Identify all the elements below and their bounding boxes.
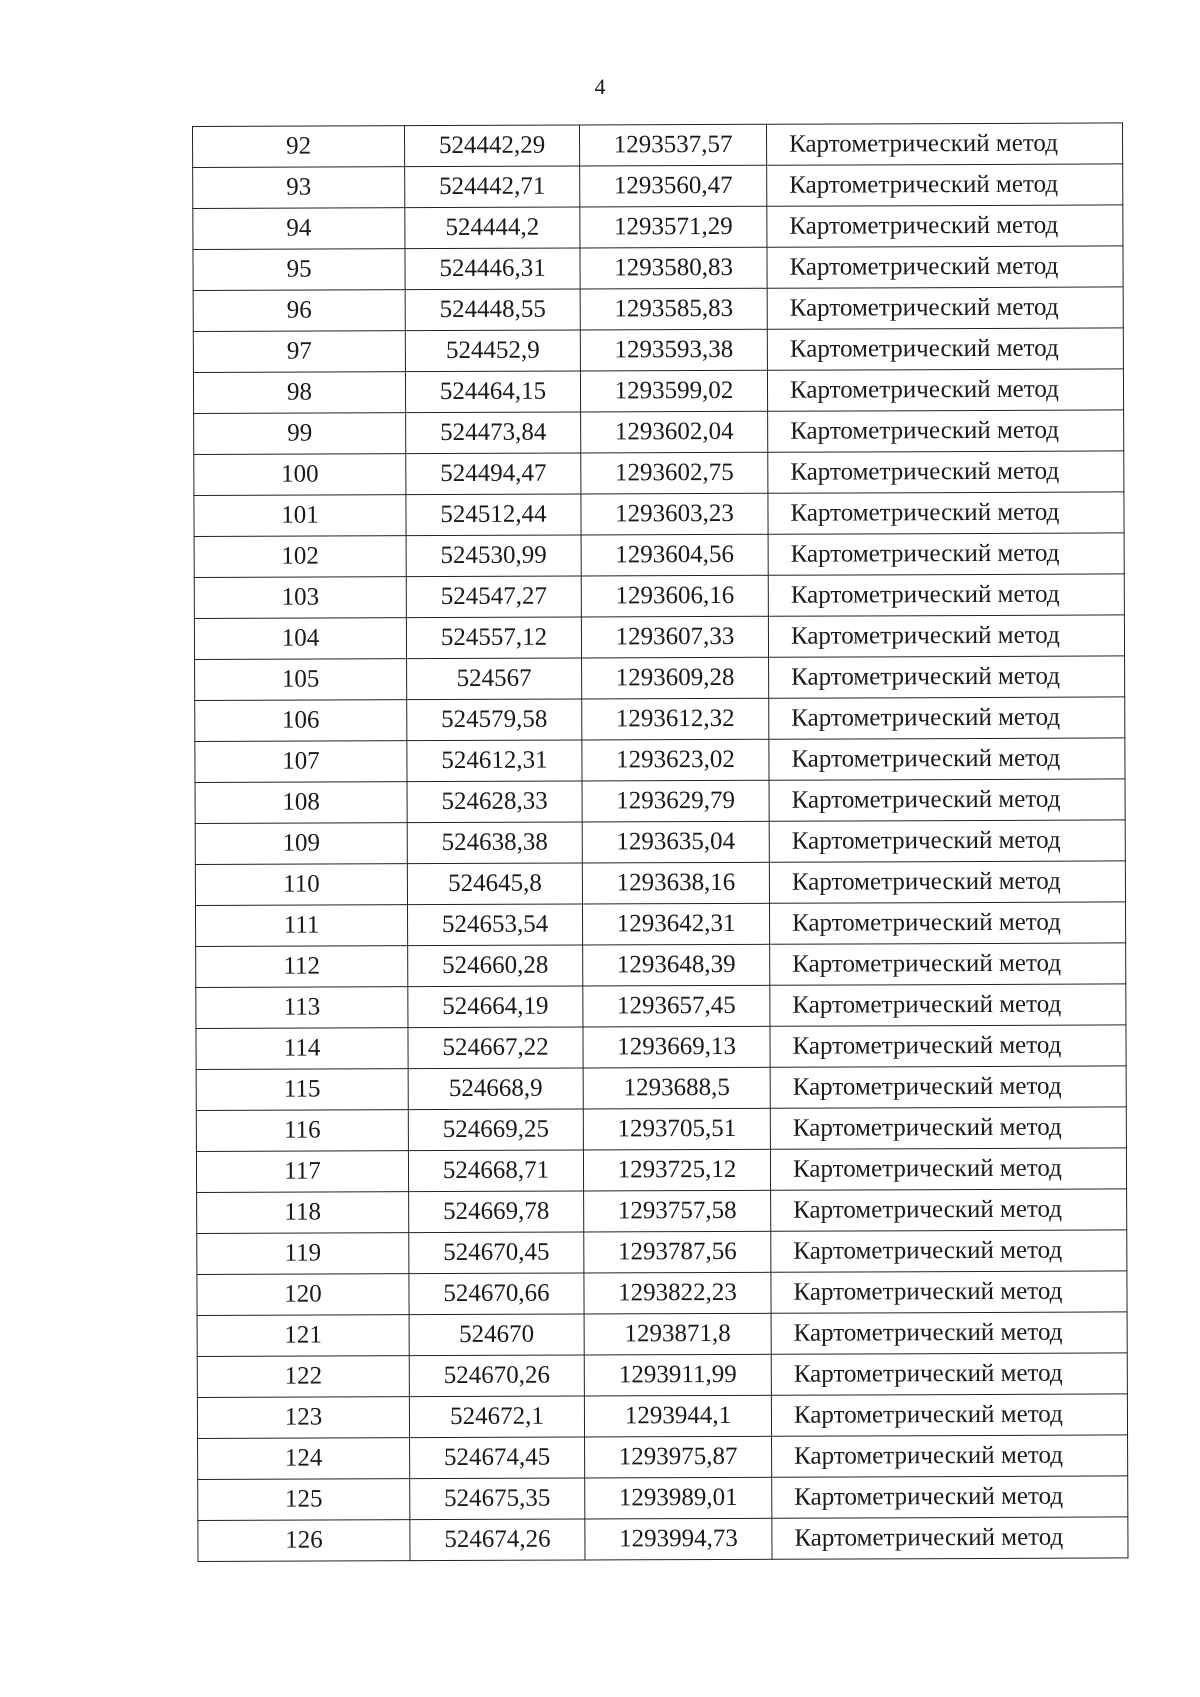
method-cell: Картометрический метод [770,943,1126,985]
x-coordinate-cell: 524670,26 [409,1355,584,1397]
table-row [196,1025,1126,1070]
table-row [193,164,1123,209]
y-coordinate-cell: 1293648,39 [583,944,770,986]
y-coordinate-cell: 1293725,12 [583,1149,770,1191]
x-coordinate-cell: 524672,1 [409,1396,584,1438]
method-cell: Картометрический метод [771,1312,1127,1354]
point-number-cell: 97 [193,331,405,373]
y-coordinate-cell: 1293537,57 [579,124,766,166]
x-coordinate-cell: 524674,26 [410,1519,585,1561]
x-coordinate-cell: 524645,8 [407,863,582,905]
method-cell: Картометрический метод [772,1476,1128,1518]
table-row [195,820,1125,865]
table-row [195,902,1125,947]
method-cell: Картометрический метод [770,1066,1126,1108]
x-coordinate-cell: 524670 [409,1314,584,1356]
method-cell: Картометрический метод [769,820,1125,862]
y-coordinate-cell: 1293911,99 [584,1354,771,1396]
y-coordinate-cell: 1293580,83 [580,247,767,289]
table-row [193,369,1123,414]
method-cell: Картометрический метод [770,1148,1126,1190]
y-coordinate-cell: 1293822,23 [584,1272,771,1314]
x-coordinate-cell: 524667,22 [408,1027,583,1069]
table-row [196,1066,1126,1111]
table-row [198,1476,1128,1521]
table-row [196,1107,1126,1152]
y-coordinate-cell: 1293599,02 [580,370,767,412]
point-number-cell: 115 [196,1069,408,1111]
method-cell: Картометрический метод [767,164,1123,206]
y-coordinate-cell: 1293757,58 [584,1190,771,1232]
y-coordinate-cell: 1293560,47 [580,165,767,207]
point-number-cell: 111 [195,905,407,947]
table-row [198,1435,1128,1480]
table-row [195,656,1125,701]
point-number-cell: 108 [195,782,407,824]
x-coordinate-cell: 524442,29 [405,125,580,167]
point-number-cell: 120 [197,1274,409,1316]
point-number-cell: 118 [197,1192,409,1234]
method-cell: Картометрический метод [771,1189,1127,1231]
method-cell: Картометрический метод [768,533,1124,575]
x-coordinate-cell: 524452,9 [405,330,580,372]
table-row [197,1312,1127,1357]
method-cell: Картометрический метод [770,1107,1126,1149]
y-coordinate-cell: 1293607,33 [581,616,768,658]
method-cell: Картометрический метод [768,615,1124,657]
table-row [197,1230,1127,1275]
y-coordinate-cell: 1293623,02 [582,739,769,781]
method-cell: Картометрический метод [772,1517,1128,1559]
point-number-cell: 105 [195,659,407,701]
table-row [195,697,1125,742]
table-row [193,328,1123,373]
point-number-cell: 125 [198,1479,410,1521]
x-coordinate-cell: 524473,84 [406,412,581,454]
y-coordinate-cell: 1293994,73 [585,1518,772,1560]
point-number-cell: 99 [194,413,406,455]
point-number-cell: 106 [195,700,407,742]
x-coordinate-cell: 524628,33 [407,781,582,823]
y-coordinate-cell: 1293871,8 [584,1313,771,1355]
method-cell: Картометрический метод [767,246,1123,288]
table-row [193,123,1123,168]
y-coordinate-cell: 1293609,28 [582,657,769,699]
table-row [195,861,1125,906]
table-row [193,246,1123,291]
y-coordinate-cell: 1293602,75 [581,452,768,494]
y-coordinate-cell: 1293602,04 [581,411,768,453]
x-coordinate-cell: 524444,2 [405,207,580,249]
y-coordinate-cell: 1293688,5 [583,1067,770,1109]
table-row [196,984,1126,1029]
table-row [197,1353,1127,1398]
page-number: 4 [594,74,606,99]
point-number-cell: 107 [195,741,407,783]
x-coordinate-cell: 524612,31 [407,740,582,782]
y-coordinate-cell: 1293669,13 [583,1026,770,1068]
method-cell: Картометрический метод [767,328,1123,370]
table-row [194,410,1124,455]
y-coordinate-cell: 1293603,23 [581,493,768,535]
x-coordinate-cell: 524512,44 [406,494,581,536]
table-row [197,1394,1127,1439]
y-coordinate-cell: 1293585,83 [580,288,767,330]
x-coordinate-cell: 524669,78 [409,1191,584,1233]
point-number-cell: 113 [196,987,408,1029]
y-coordinate-cell: 1293989,01 [585,1477,772,1519]
x-coordinate-cell: 524442,71 [405,166,580,208]
point-number-cell: 122 [197,1356,409,1398]
x-coordinate-cell: 524669,25 [408,1109,583,1151]
table-row [194,492,1124,537]
y-coordinate-cell: 1293657,45 [583,985,770,1027]
point-number-cell: 112 [196,946,408,988]
point-number-cell: 103 [194,577,406,619]
x-coordinate-cell: 524464,15 [405,371,580,413]
table-row [193,205,1123,250]
method-cell: Картометрический метод [770,984,1126,1026]
point-number-cell: 126 [198,1520,410,1562]
y-coordinate-cell: 1293604,56 [581,534,768,576]
point-number-cell: 123 [197,1397,409,1439]
x-coordinate-cell: 524494,47 [406,453,581,495]
table-row [196,1148,1126,1193]
x-coordinate-cell: 524448,55 [405,289,580,331]
x-coordinate-cell: 524567 [407,658,582,700]
point-number-cell: 109 [195,823,407,865]
x-coordinate-cell: 524557,12 [406,617,581,659]
point-number-cell: 96 [193,290,405,332]
method-cell: Картометрический метод [771,1394,1127,1436]
method-cell: Картометрический метод [768,574,1124,616]
method-cell: Картометрический метод [769,779,1125,821]
table-row [197,1271,1127,1316]
method-cell: Картометрический метод [766,123,1122,165]
x-coordinate-cell: 524547,27 [406,576,581,618]
y-coordinate-cell: 1293975,87 [585,1436,772,1478]
method-cell: Картометрический метод [769,738,1125,780]
x-coordinate-cell: 524653,54 [407,904,582,946]
point-number-cell: 104 [194,618,406,660]
point-number-cell: 101 [194,495,406,537]
table-row [198,1517,1128,1562]
point-number-cell: 117 [196,1151,408,1193]
table-row [195,779,1125,824]
method-cell: Картометрический метод [768,492,1124,534]
point-number-cell: 102 [194,536,406,578]
y-coordinate-cell: 1293635,04 [582,821,769,863]
y-coordinate-cell: 1293629,79 [582,780,769,822]
y-coordinate-cell: 1293705,51 [583,1108,770,1150]
y-coordinate-cell: 1293944,1 [584,1395,771,1437]
point-number-cell: 121 [197,1315,409,1357]
y-coordinate-cell: 1293642,31 [582,903,769,945]
point-number-cell: 124 [198,1438,410,1480]
method-cell: Картометрический метод [770,1025,1126,1067]
point-number-cell: 114 [196,1028,408,1070]
point-number-cell: 93 [193,167,405,209]
y-coordinate-cell: 1293606,16 [581,575,768,617]
method-cell: Картометрический метод [771,1353,1127,1395]
x-coordinate-cell: 524675,35 [410,1478,585,1520]
y-coordinate-cell: 1293787,56 [584,1231,771,1273]
point-number-cell: 95 [193,249,405,291]
point-number-cell: 110 [195,864,407,906]
x-coordinate-cell: 524670,45 [409,1232,584,1274]
x-coordinate-cell: 524668,9 [408,1068,583,1110]
y-coordinate-cell: 1293593,38 [580,329,767,371]
method-cell: Картометрический метод [769,656,1125,698]
x-coordinate-cell: 524638,38 [407,822,582,864]
table-row [194,533,1124,578]
method-cell: Картометрический метод [767,287,1123,329]
point-number-cell: 94 [193,208,405,250]
method-cell: Картометрический метод [771,1230,1127,1272]
table-row [195,738,1125,783]
x-coordinate-cell: 524446,31 [405,248,580,290]
method-cell: Картометрический метод [767,369,1123,411]
method-cell: Картометрический метод [772,1435,1128,1477]
point-number-cell: 98 [193,372,405,414]
x-coordinate-cell: 524674,45 [410,1437,585,1479]
x-coordinate-cell: 524664,19 [408,986,583,1028]
y-coordinate-cell: 1293612,32 [582,698,769,740]
table-row [194,574,1124,619]
x-coordinate-cell: 524660,28 [408,945,583,987]
coordinates-table [192,122,1129,1562]
method-cell: Картометрический метод [769,697,1125,739]
method-cell: Картометрический метод [768,451,1124,493]
point-number-cell: 100 [194,454,406,496]
x-coordinate-cell: 524579,58 [407,699,582,741]
method-cell: Картометрический метод [771,1271,1127,1313]
point-number-cell: 119 [197,1233,409,1275]
x-coordinate-cell: 524530,99 [406,535,581,577]
method-cell: Картометрический метод [769,902,1125,944]
table-row [193,287,1123,332]
table-row [194,615,1124,660]
point-number-cell: 92 [193,126,405,168]
x-coordinate-cell: 524670,66 [409,1273,584,1315]
method-cell: Картометрический метод [768,410,1124,452]
table-row [197,1189,1127,1234]
method-cell: Картометрический метод [769,861,1125,903]
table-row [196,943,1126,988]
coordinates-table-body [193,123,1129,1562]
y-coordinate-cell: 1293571,29 [580,206,767,248]
point-number-cell: 116 [196,1110,408,1152]
y-coordinate-cell: 1293638,16 [582,862,769,904]
x-coordinate-cell: 524668,71 [408,1150,583,1192]
table-row [194,451,1124,496]
method-cell: Картометрический метод [767,205,1123,247]
